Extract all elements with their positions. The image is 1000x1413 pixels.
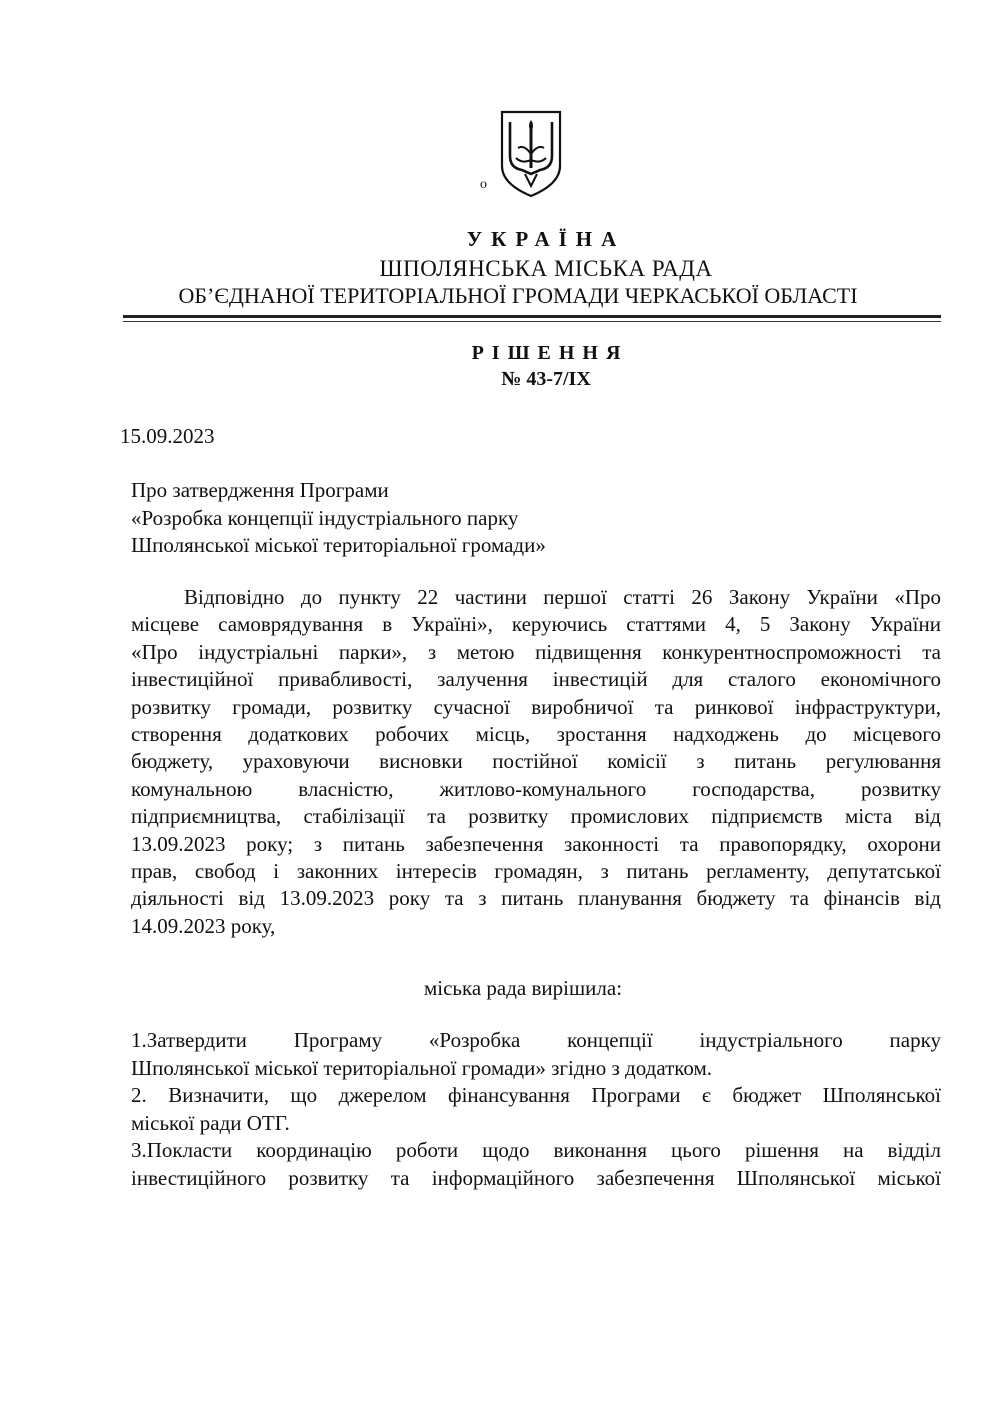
item-line: Шполянської міської територіальної громади» згідно з додатком. [131, 1055, 713, 1080]
council-title: ШПОЛЯНСЬКА МІСЬКА РАДА [379, 256, 713, 281]
subject-line: «Розробка концепції індустріального парку [131, 505, 519, 530]
preamble-line: діяльності від 13.09.2023 року та з питань планування бюджету та фінансів від [131, 886, 941, 911]
preamble-paragraph [131, 584, 941, 940]
preamble-line: бюджету, ураховуючи висновки постійної комісії з питань регулювання [131, 749, 941, 774]
header-divider-thin [123, 321, 941, 322]
preamble-line: прав, свобод і законних інтересів громадян, з питань регламенту, депутатської [131, 859, 941, 884]
item-line: міської ради ОТГ. [131, 1110, 290, 1135]
item-line: 2. Визначити, що джерелом фінансування Програми є бюджет Шполянської [131, 1083, 941, 1108]
subject-line: Шполянської міської територіальної громади» [131, 533, 546, 557]
resolution-items [131, 1027, 941, 1193]
preamble-line: створення додаткових робочих місць, зростання надходжень до місцевого [131, 722, 941, 747]
emblem-mark: о [480, 177, 487, 192]
document-number: № 43-7/IX [501, 368, 591, 390]
preamble-line: 13.09.2023 року; з питань забезпечення законності та правопорядку, охорони [131, 831, 941, 856]
country-title: УКРАЇНА [466, 227, 626, 251]
document-date: 15.09.2023 [120, 424, 215, 448]
resolution-phrase: міська рада вирішила: [423, 976, 623, 1000]
preamble-line: 14.09.2023 року, [131, 913, 276, 938]
preamble-line: інвестиційної привабливості, залучення інвестицій для сталого економічного [131, 667, 941, 692]
preamble-line: «Про індустріальні парки», з метою підвищення конкурентноспроможності та [131, 639, 941, 664]
preamble-line: Відповідно до пункту 22 частини першої статті 26 Закону України «Про [184, 585, 941, 609]
preamble-line: місцеве самоврядування в Україні», керуючись статтями 4, 5 Закону України [131, 612, 941, 637]
community-title: ОБ’ЄДНАНОЇ ТЕРИТОРІАЛЬНОЇ ГРОМАДИ ЧЕРКАСЬКОЇ ОБЛАСТІ [178, 283, 858, 308]
trident-emblem-icon [492, 108, 570, 200]
document-subject [131, 477, 546, 560]
subject-line: Про затвердження Програми [131, 478, 389, 502]
preamble-line: розвитку громади, розвитку сучасної виробничої та ринкової інфраструктури, [131, 694, 941, 719]
item-line: інвестиційного розвитку та інформаційного забезпечення Шполянської міської [131, 1165, 941, 1190]
preamble-line: комунальною власністю, житлово-комунального господарства, розвитку [131, 776, 941, 801]
document-type: РІШЕННЯ [471, 342, 629, 364]
item-line: 1.Затвердити Програму «Розробка концепції індустріального парку [131, 1028, 941, 1052]
preamble-line: підприємництва, стабілізації та розвитку промислових підприємств міста від [131, 804, 941, 829]
item-line: 3.Покласти координацію роботи щодо виконання цього рішення на відділ [131, 1138, 941, 1163]
header-divider-thick [123, 315, 941, 318]
